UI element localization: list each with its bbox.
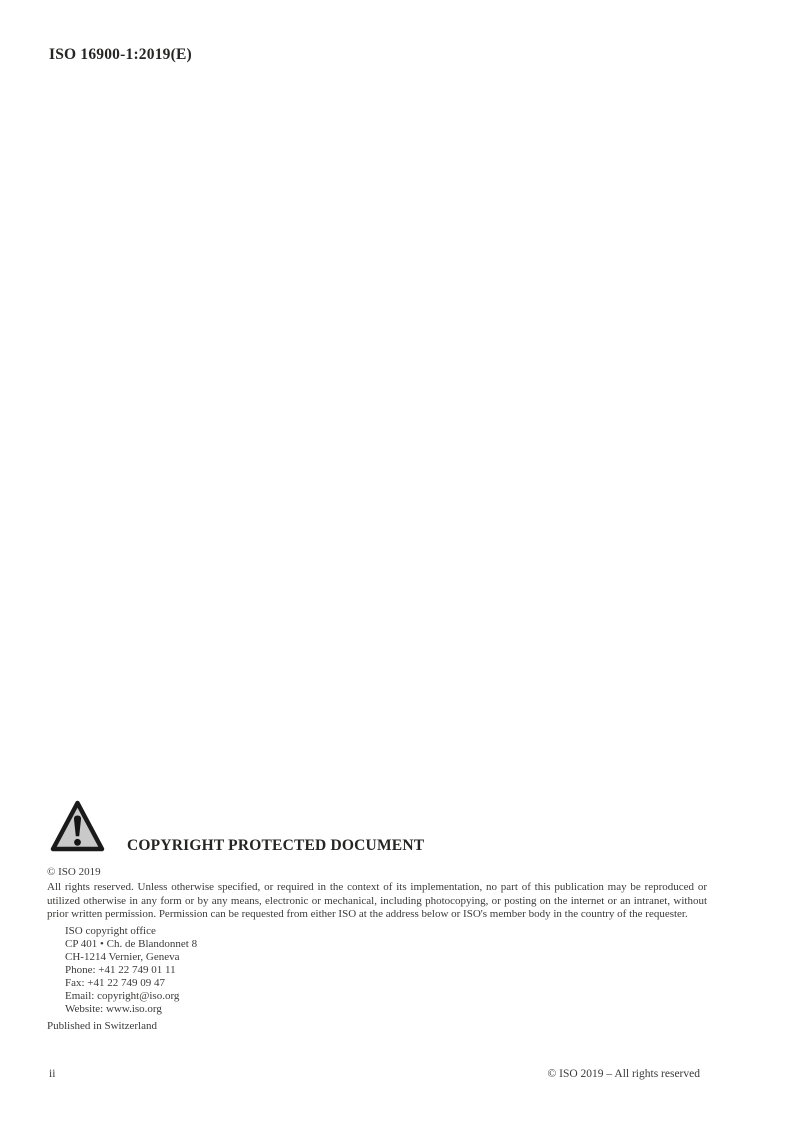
address-line-fax: Fax: +41 22 749 09 47 <box>65 976 166 989</box>
copyright-section <box>47 797 707 1033</box>
copyright-year-line: © ISO 2019 <box>47 866 101 878</box>
address-line-website: Website: www.iso.org <box>65 1002 162 1015</box>
page-footer <box>47 1068 700 1080</box>
address-line-city: CH-1214 Vernier, Geneva <box>65 950 180 963</box>
footer-page-number: ii <box>49 1068 56 1080</box>
warning-triangle-icon <box>49 797 106 857</box>
address-line-office: ISO copyright office <box>65 924 156 937</box>
copyright-banner <box>49 797 707 857</box>
published-in-line: Published in Switzerland <box>47 1019 157 1032</box>
document-reference-header: ISO 16900-1:2019(E) <box>49 46 192 63</box>
address-line-email: Email: copyright@iso.org <box>65 989 180 1002</box>
address-line-street: CP 401 • Ch. de Blandonnet 8 <box>65 937 198 950</box>
footer-copyright-text: © ISO 2019 – All rights reserved <box>547 1068 700 1080</box>
copyright-heading: COPYRIGHT PROTECTED DOCUMENT <box>127 837 425 854</box>
address-line-phone: Phone: +41 22 749 01 11 <box>65 963 176 976</box>
iso-address-block <box>65 925 707 1016</box>
copyright-notice-paragraph: All rights reserved. Unless otherwise specified, or required in the context of its implementation, no part of this publication may be reproduced or utilized otherwise in any form or by any means, electronic or mechanical, including photocopying, or posting on the internet or an intranet, without prior written permission. Permission can be requested from either ISO at the address below or ISO's member body in the country of the requester. <box>47 881 707 921</box>
